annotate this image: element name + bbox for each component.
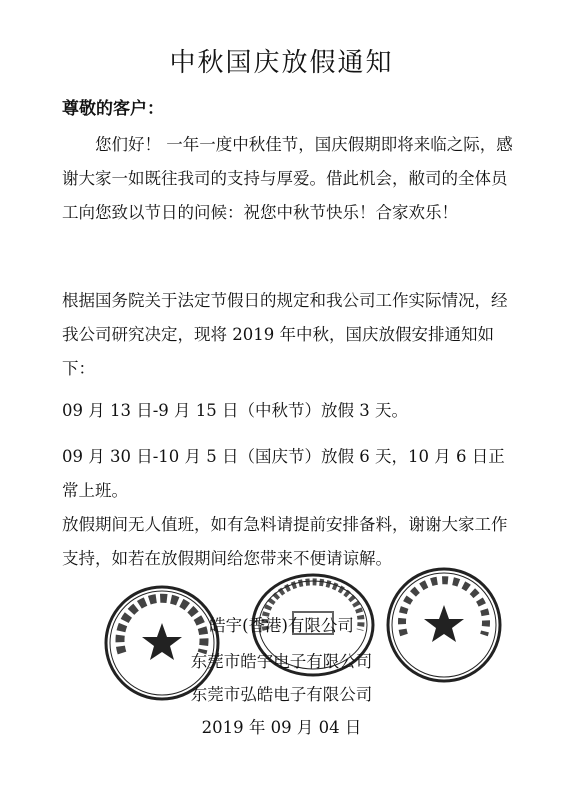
notice-title: 中秋国庆放假通知: [169, 48, 394, 78]
schedule-mid-autumn: 09 月 13 日-9 月 15 日（中秋节）放假 3 天。: [62, 401, 409, 420]
duty-paragraph: 放假期间无人值班，如有急料请提前安排备料，谢谢大家工作支持，如若在放假期间给您带来不便请谅解。: [62, 515, 508, 568]
signature-honghao: 东莞市弘皓电子有限公司: [190, 685, 373, 704]
notice-date: 2019 年 09 月 04 日: [201, 718, 362, 737]
basis-paragraph: 根据国务院关于法定节假日的规定和我公司工作实际情况，经我公司研究决定，现将 2019 年中秋，国庆放假安排通知如下：: [62, 291, 508, 378]
signature-haoyu: 东莞市皓宇电子有限公司: [190, 652, 373, 671]
greeting-paragraph: 您们好！ 一年一度中秋佳节，国庆假期即将来临之际，感谢大家一如既往我司的支持与厚爱。借此机会，敝司的全体员工向您致以节日的问候：祝您中秋节快乐！合家欢乐！: [62, 135, 513, 222]
signature-hongkong: 皓宇(香港)有限公司: [209, 616, 354, 635]
schedule-national-day: 09 月 30 日-10 月 5 日（国庆节）放假 6 天，10 月 6 日正常上班。: [62, 447, 505, 500]
salutation: 尊敬的客户：: [62, 99, 164, 119]
